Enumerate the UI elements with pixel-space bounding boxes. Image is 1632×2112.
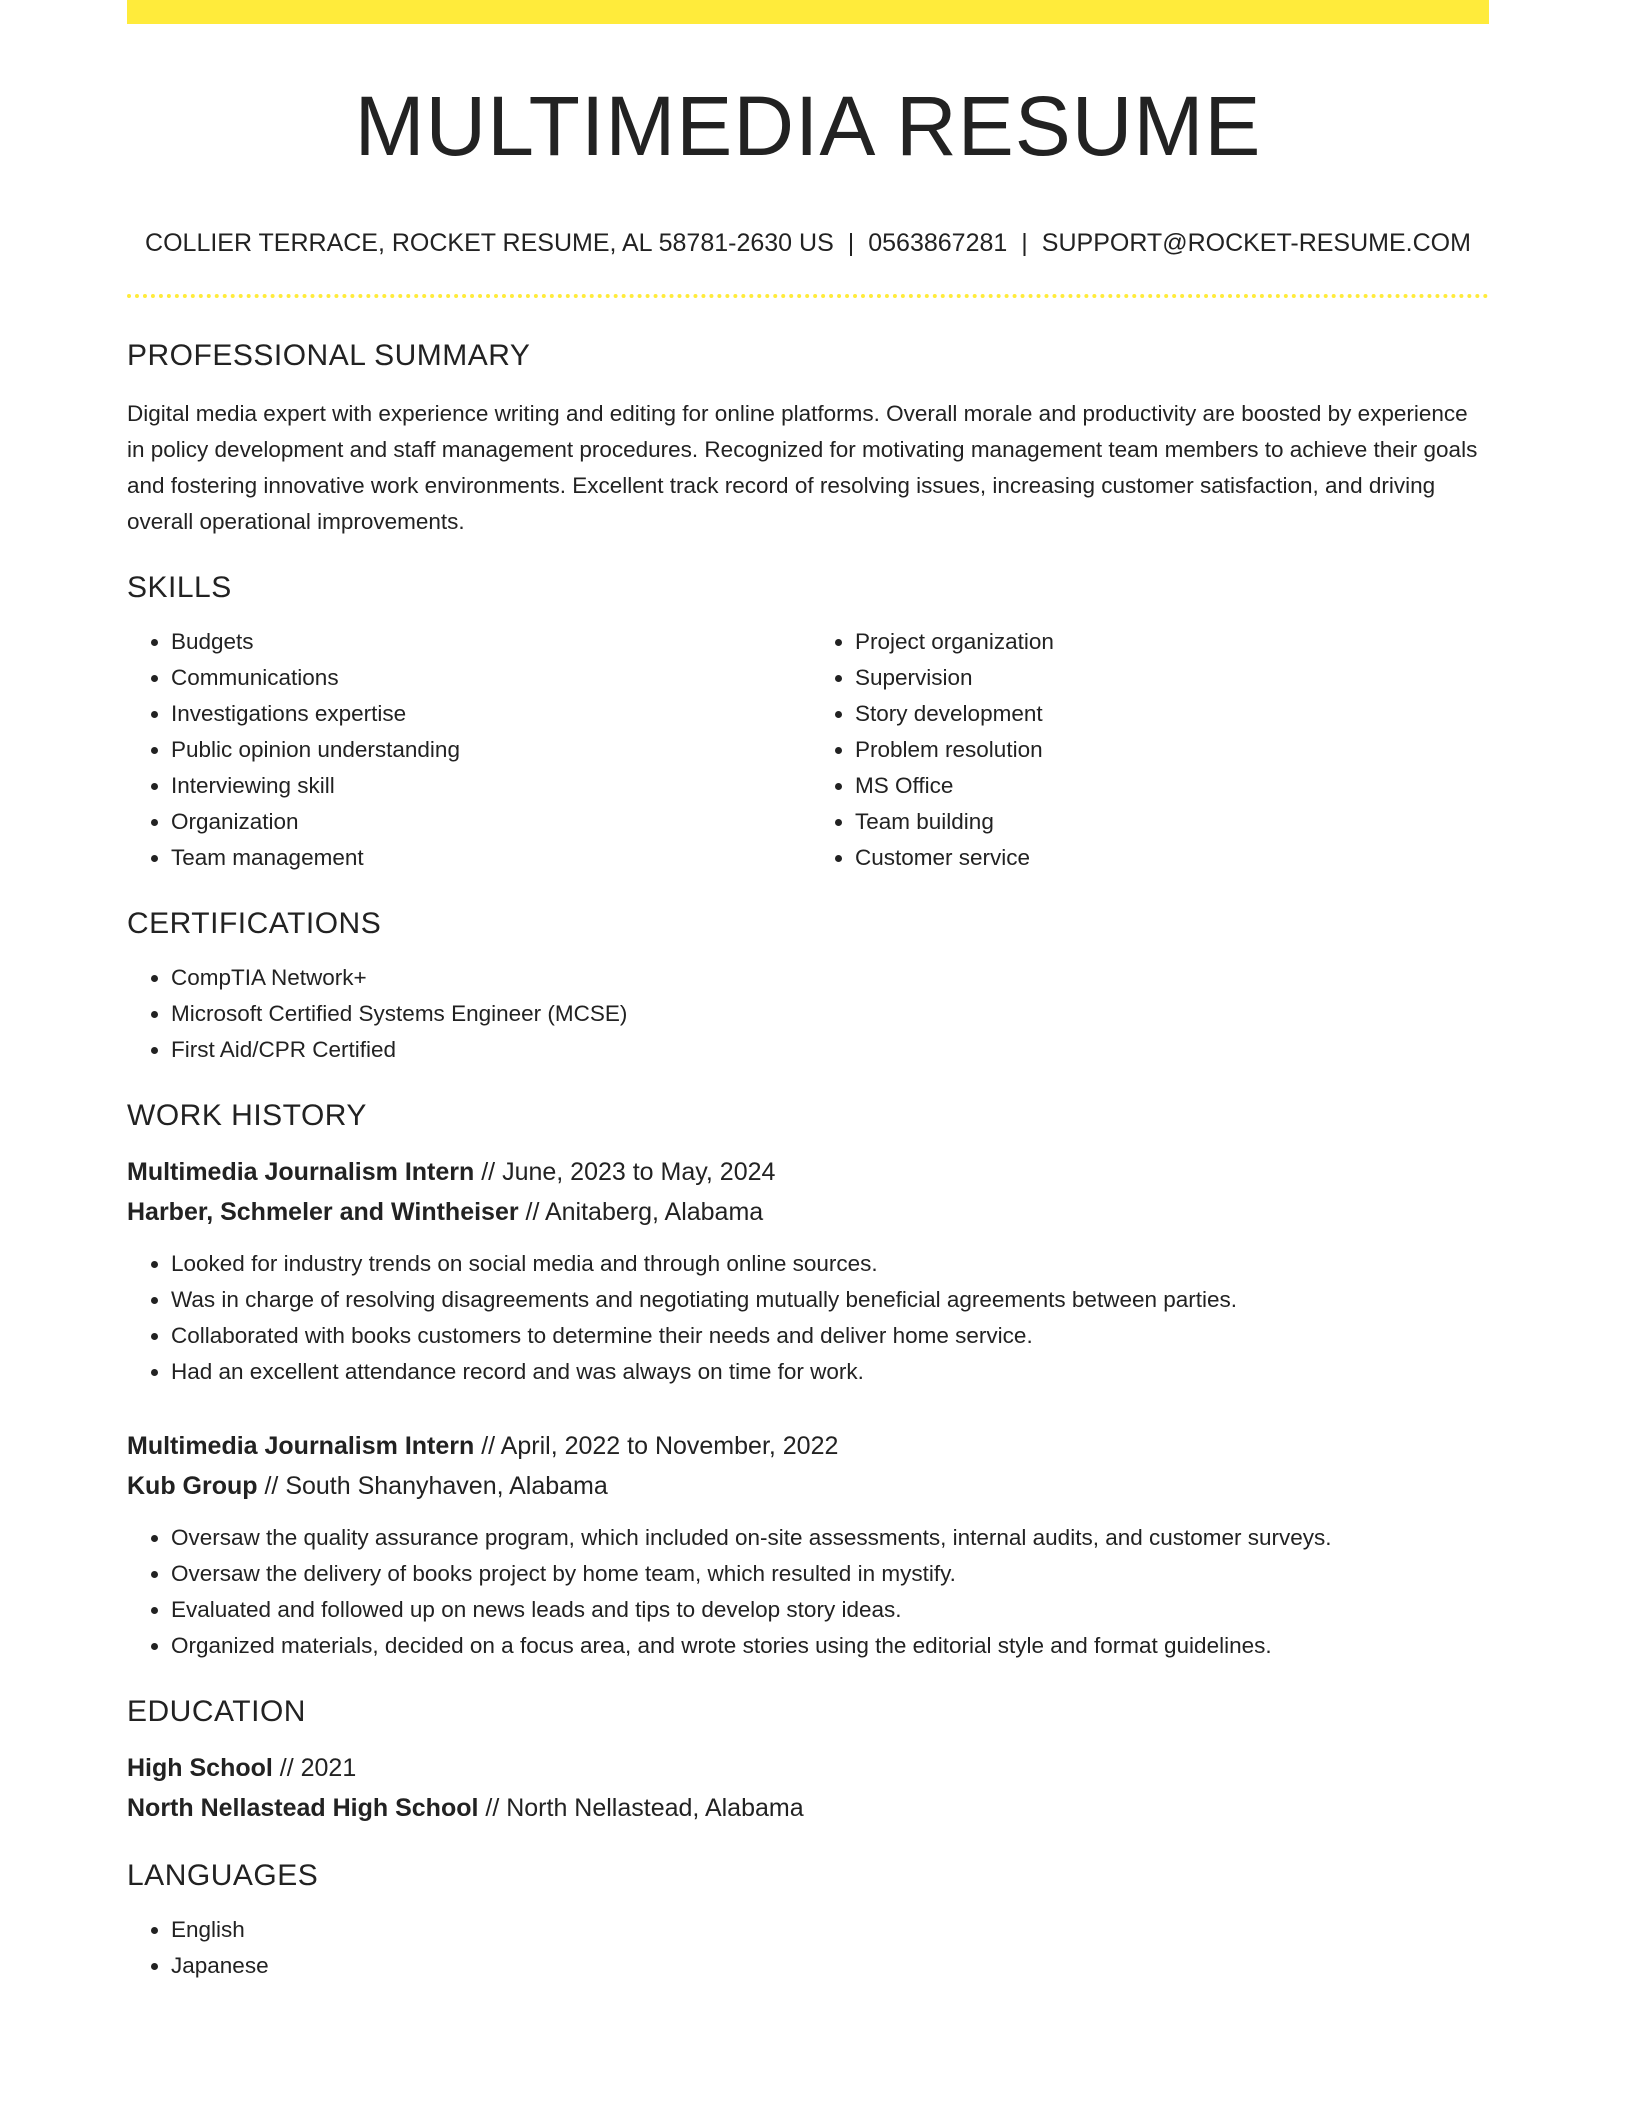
contact-separator: | — [847, 229, 855, 258]
top-accent-bar — [127, 0, 1489, 24]
job-position: Multimedia Journalism Intern — [127, 1158, 475, 1187]
education-school: North Nellastead High School — [127, 1794, 479, 1823]
contact-address: COLLIER TERRACE, ROCKET RESUME, AL 58781-2630 US — [145, 229, 834, 258]
dotted-divider — [127, 294, 1489, 298]
job-entry — [127, 1152, 1489, 1390]
job-company-line — [127, 1466, 1489, 1506]
job-bullets — [127, 1520, 1489, 1664]
languages-heading: LANGUAGES — [127, 1859, 319, 1893]
skill-item: • Organization — [171, 804, 808, 840]
job-bullet: • Evaluated and followed up on news leads and tips to develop story ideas. — [171, 1592, 1489, 1628]
skill-item: • Project organization — [855, 624, 1489, 660]
summary-heading: PROFESSIONAL SUMMARY — [127, 339, 531, 373]
certification-item: • Microsoft Certified Systems Engineer (MCSE) — [171, 996, 1489, 1032]
job-bullet: • Organized materials, decided on a focus area, and wrote stories using the editorial style and format guidelines. — [171, 1628, 1489, 1664]
job-location: // South Shanyhaven, Alabama — [257, 1472, 608, 1501]
job-dates: // April, 2022 to November, 2022 — [474, 1432, 839, 1461]
skills-grid — [127, 624, 1489, 876]
job-bullet: • Looked for industry trends on social media and through online sources. — [171, 1246, 1489, 1282]
contact-line — [127, 228, 1489, 258]
job-dates: // June, 2023 to May, 2024 — [474, 1158, 776, 1187]
skill-item: • Story development — [855, 696, 1489, 732]
job-title-line — [127, 1426, 1489, 1466]
job-title-line — [127, 1152, 1489, 1192]
education-year: // 2021 — [272, 1754, 357, 1783]
contact-email: SUPPORT@ROCKET-RESUME.COM — [1041, 229, 1471, 258]
certifications-list — [127, 960, 1489, 1068]
job-bullet: • Oversaw the delivery of books project by home team, which resulted in mystify. — [171, 1556, 1489, 1592]
job-position: Multimedia Journalism Intern — [127, 1432, 475, 1461]
skills-heading: SKILLS — [127, 571, 232, 605]
education-degree: High School — [127, 1754, 273, 1783]
languages-list — [127, 1912, 1489, 1984]
skill-item: • Budgets — [171, 624, 808, 660]
skill-item: • Customer service — [855, 840, 1489, 876]
skill-item: • Problem resolution — [855, 732, 1489, 768]
education-entry — [127, 1748, 1489, 1828]
skill-item: • Communications — [171, 660, 808, 696]
education-degree-line — [127, 1748, 1489, 1788]
education-school-line — [127, 1788, 1489, 1828]
resume-page — [127, 0, 1489, 1984]
language-item: • Japanese — [171, 1948, 1489, 1984]
skill-item: • Supervision — [855, 660, 1489, 696]
job-bullets — [127, 1246, 1489, 1390]
education-heading: EDUCATION — [127, 1695, 306, 1729]
contact-separator: | — [1021, 229, 1028, 258]
job-bullet: • Collaborated with books customers to determine their needs and deliver home service. — [171, 1318, 1489, 1354]
summary-text: Digital media expert with experience writing and editing for online platforms. Overall morale and productivity are boosted by experience in policy development and staff management procedures. Recognized for motivating management team members to achieve their goals and fostering innovative work environments. Excellent track record of resolving issues, increasing customer satisfaction, and driving overall operational improvements. — [127, 401, 1478, 535]
skill-item: • Team building — [855, 804, 1489, 840]
job-bullet: • Oversaw the quality assurance program, which included on-site assessments, internal audits, and customer surveys. — [171, 1520, 1489, 1556]
skills-list-right — [808, 624, 1489, 876]
skill-item: • Public opinion understanding — [171, 732, 808, 768]
skill-item: • MS Office — [855, 768, 1489, 804]
job-company: Harber, Schmeler and Wintheiser — [127, 1198, 519, 1227]
job-company: Kub Group — [127, 1472, 258, 1501]
skill-item: • Team management — [171, 840, 808, 876]
job-bullet: • Had an excellent attendance record and was always on time for work. — [171, 1354, 1489, 1390]
education-location: // North Nellastead, Alabama — [478, 1794, 804, 1823]
resume-title: MULTIMEDIA RESUME — [354, 79, 1262, 173]
certification-item: • CompTIA Network+ — [171, 960, 1489, 996]
job-bullet: • Was in charge of resolving disagreements and negotiating mutually beneficial agreements between parties. — [171, 1282, 1489, 1318]
contact-phone: 0563867281 — [868, 229, 1008, 258]
job-location: // Anitaberg, Alabama — [518, 1198, 764, 1227]
job-company-line — [127, 1192, 1489, 1232]
certification-item: • First Aid/CPR Certified — [171, 1032, 1489, 1068]
skill-item: • Investigations expertise — [171, 696, 808, 732]
work-history-heading: WORK HISTORY — [127, 1099, 367, 1133]
skill-item: • Interviewing skill — [171, 768, 808, 804]
language-item: • English — [171, 1912, 1489, 1948]
certifications-heading: CERTIFICATIONS — [127, 907, 382, 941]
job-entry — [127, 1426, 1489, 1664]
skills-list-left — [127, 624, 808, 876]
